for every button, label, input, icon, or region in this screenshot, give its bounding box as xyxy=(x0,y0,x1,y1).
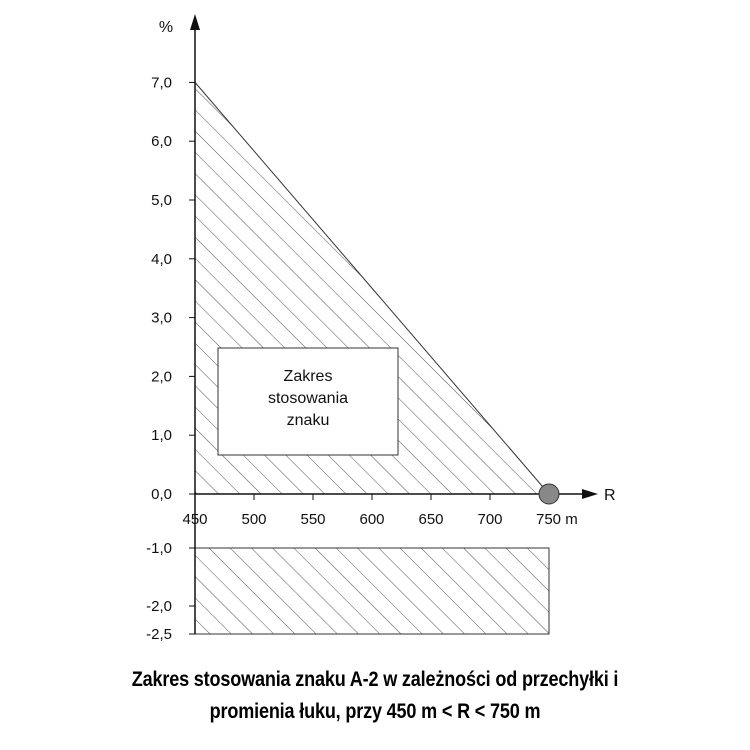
x-tick-label: 600 xyxy=(359,511,385,528)
y-tick-label: -1,0 xyxy=(146,540,172,557)
hatched-rectangle-region xyxy=(195,548,549,634)
chart-caption xyxy=(53,664,698,728)
x-tick-label: 700 xyxy=(477,511,503,528)
annotation-box xyxy=(218,348,398,455)
marker xyxy=(539,484,559,504)
x-axis-arrow xyxy=(582,489,598,499)
y-tick-label: 1,0 xyxy=(151,427,172,445)
y-tick-label: -2,0 xyxy=(146,598,172,615)
x-tick-label: 450 xyxy=(182,511,208,528)
caption-line-2: promienia łuku, przy 450 m < R < 750 m xyxy=(209,700,541,723)
x-tick-label: 500 xyxy=(241,511,267,528)
y-tick-label: 3,0 xyxy=(151,309,172,327)
x-axis-title: R xyxy=(604,487,616,504)
y-axis-arrow xyxy=(190,14,200,30)
annotation-line: stosowania xyxy=(267,390,349,407)
y-tick-label: -2,5 xyxy=(146,626,172,643)
x-tick-label: 650 xyxy=(418,511,444,528)
y-tick-label: 0,0 xyxy=(151,486,172,503)
y-tick-label: 7,0 xyxy=(151,74,172,92)
y-tick-label: 4,0 xyxy=(151,250,172,268)
y-axis-title: % xyxy=(158,19,174,36)
x-tick-label: 750 m xyxy=(536,511,578,528)
y-tick-label: 2,0 xyxy=(151,368,172,386)
y-tick-label: 6,0 xyxy=(151,133,172,151)
annotation-line: znaku xyxy=(286,412,330,429)
caption-line-1: Zakres stosowania znaku A-2 w zależności od przechyłki i xyxy=(131,668,619,691)
x-tick-label: 550 xyxy=(300,511,326,528)
annotation-line: Zakres xyxy=(283,368,333,385)
y-tick-label: 5,0 xyxy=(151,192,172,209)
marker-circle xyxy=(539,484,559,504)
